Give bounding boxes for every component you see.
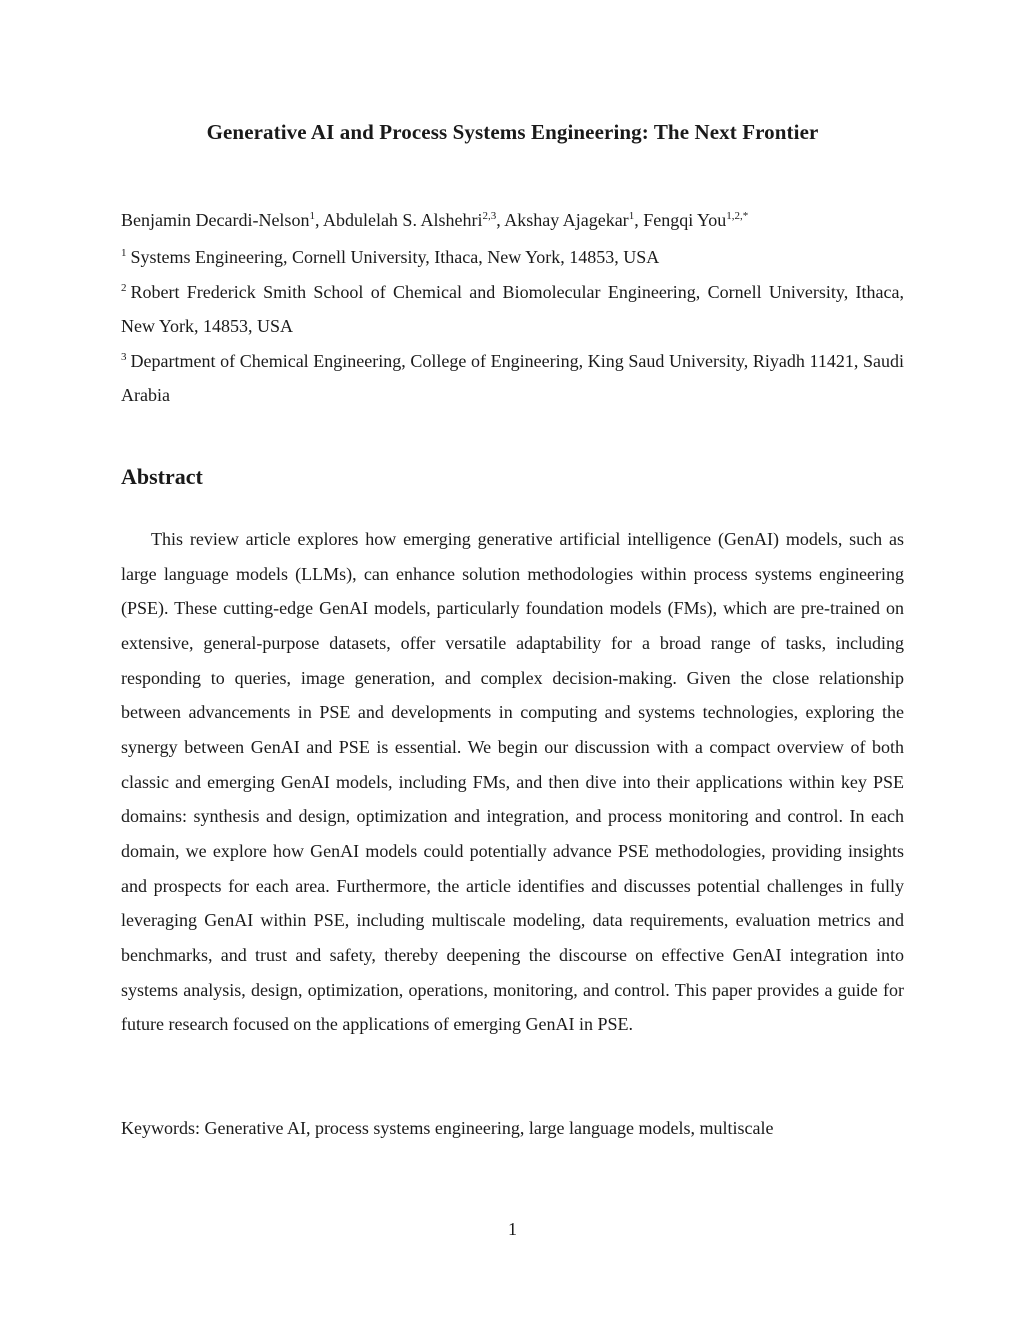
abstract-heading: Abstract <box>121 464 203 489</box>
author-separator: , <box>496 210 505 230</box>
affiliation-text: Systems Engineering, Cornell University, Ithaca, New York, 14853, USA <box>130 247 660 267</box>
author-name: Benjamin Decardi-Nelson <box>121 210 310 230</box>
author-affiliation-mark: 1 <box>628 210 635 222</box>
page-number: 1 <box>508 1219 517 1239</box>
author-affiliation-mark: 2,3 <box>482 210 497 222</box>
paper-title: Generative AI and Process Systems Engineering: The Next Frontier <box>206 120 819 144</box>
author-affiliation-mark: 1,2,* <box>726 210 749 222</box>
affiliation-mark: 2 <box>121 281 127 294</box>
author-name: Akshay Ajagekar <box>504 210 629 230</box>
author-separator: , <box>314 210 323 230</box>
author-name: Fengqi You <box>643 210 727 230</box>
affiliation-mark: 3 <box>121 350 127 363</box>
affiliation <box>121 275 904 344</box>
affiliation-text: Department of Chemical Engineering, College of Engineering, King Saud University, Riyadh 11421, Saudi Arabia <box>121 350 904 406</box>
author-list <box>121 206 904 234</box>
author-name: Abdulelah S. Alshehri <box>322 210 483 230</box>
affiliation <box>121 240 904 275</box>
affiliation-text: Robert Frederick Smith School of Chemical and Biomolecular Engineering, Cornell University, Ithaca, New York, 14853, USA <box>121 281 904 337</box>
keywords: Keywords: Generative AI, process systems engineering, large language models, multiscale <box>121 1118 774 1138</box>
affiliation-mark: 1 <box>121 247 127 259</box>
affiliation-list <box>121 240 904 413</box>
abstract-body: This review article explores how emerging generative artificial intelligence (GenAI) models, such as large language models (LLMs), can enhance solution methodologies within process systems engineering (PSE). These cutting-edge GenAI models, particularly foundation models (FMs), which are pre-trained on extensive, general-purpose datasets, offer versatile adaptability for a broad range of tasks, including responding to queries, image generation, and complex decision-making. Given the close relationship between advancements in PSE and developments in computing and systems technologies, exploring the synergy between GenAI and PSE is essential. We begin our discussion with a compact overview of both classic and emerging GenAI models, including FMs, and then dive into their applications within key PSE domains: synthesis and design, optimization and integration, and process monitoring and control. In each domain, we explore how GenAI models could potentially advance PSE methodologies, providing insights and prospects for each area. Furthermore, the article identifies and discusses potential challenges in fully leveraging GenAI within PSE, including multiscale modeling, data requirements, evaluation metrics and benchmarks, and trust and safety, thereby deepening the discourse on effective GenAI integration into systems analysis, design, optimization, operations, monitoring, and control. This paper provides a guide for future research focused on the applications of emerging GenAI in PSE. <box>121 529 904 1035</box>
author-separator: , <box>634 210 644 230</box>
author-affiliation-mark: 1 <box>309 210 315 222</box>
affiliation <box>121 344 904 413</box>
